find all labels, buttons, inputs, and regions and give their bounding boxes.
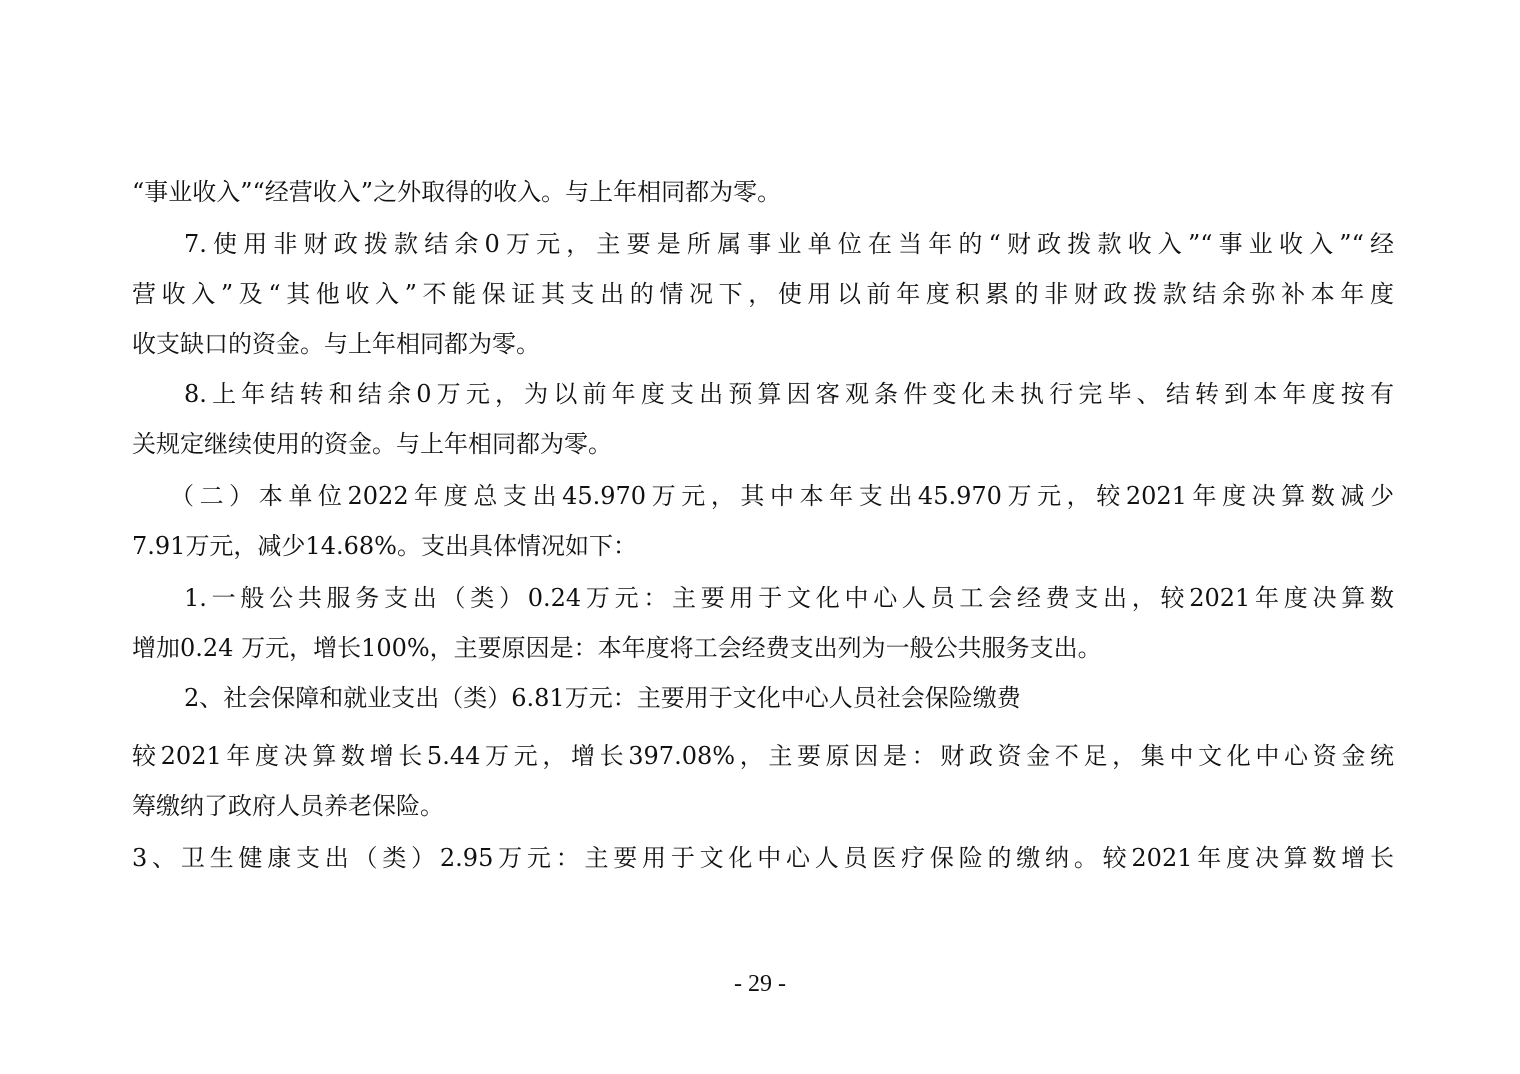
paragraph-line: 营收入”及“其他收入”不能保证其支出的情况下，使用以前年度积累的非财政拨款结余弥补本年度 [132,280,1394,308]
paragraph-line: 7.使用非财政拨款结余0万元，主要是所属事业单位在当年的“财政拨款收入”“事业收入”“经 [184,230,1394,258]
paragraph-line: 收支缺口的资金。与上年相同都为零。 [132,330,540,358]
paragraph-line: 3、卫生健康支出（类）2.95万元：主要用于文化中心人员医疗保险的缴纳。较2021年度决算数增长 [132,844,1394,872]
paragraph-line: （二）本单位2022年度总支出45.970万元，其中本年支出45.970万元，较2021年度决算数减少 [170,482,1394,510]
paragraph-line: 1.一般公共服务支出（类）0.24万元：主要用于文化中心人员工会经费支出，较2021年度决算数 [184,584,1394,612]
paragraph-line: 2、社会保障和就业支出（类）6.81万元：主要用于文化中心人员社会保险缴费 [184,684,1021,712]
paragraph-line: “事业收入”“经营收入”之外取得的收入。与上年相同都为零。 [132,178,782,206]
paragraph-line: 较2021年度决算数增长5.44万元，增长397.08%，主要原因是：财政资金不足，集中文化中心资金统 [132,742,1394,770]
page-number: - 29 - [734,971,786,997]
paragraph-line: 增加0.24 万元，增长100%，主要原因是：本年度将工会经费支出列为一般公共服务支出。 [132,634,1102,662]
paragraph-line: 关规定继续使用的资金。与上年相同都为零。 [132,430,612,458]
paragraph-line: 筹缴纳了政府人员养老保险。 [132,792,444,820]
paragraph-line: 8.上年结转和结余0万元，为以前年度支出预算因客观条件变化未执行完毕、结转到本年度按有 [184,380,1394,408]
paragraph-line: 7.91万元，减少14.68%。支出具体情况如下： [132,532,637,560]
